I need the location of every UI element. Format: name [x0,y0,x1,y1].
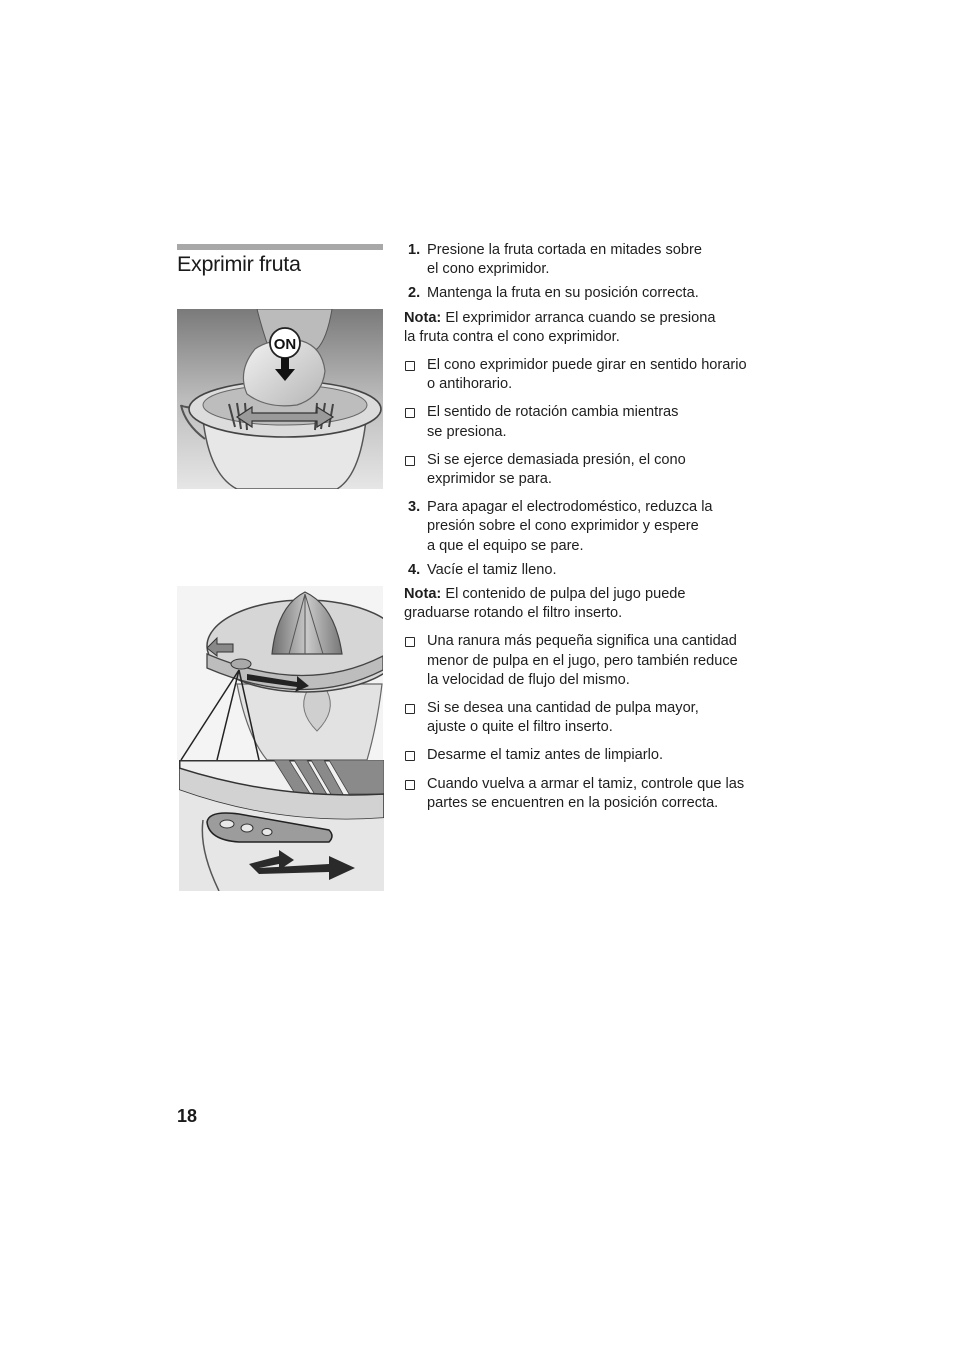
step-text: Presione la fruta cortada en mitades sobre [427,242,703,258]
note-text: El contenido de pulpa del jugo puede [445,586,686,603]
bullet-text: la velocidad de flujo del mismo. [427,671,630,688]
checkbox-bullet-icon [405,780,415,790]
note-1 [404,309,784,347]
checkbox-bullet-icon [405,408,415,418]
bullet-item [404,775,784,813]
step-number: 4. [408,561,421,578]
note-text: graduarse rotando el filtro inserto. [404,605,623,622]
bullet-text: menor de pulpa en el jugo, pero también reduce [427,652,738,669]
instructions-column [404,241,784,822]
note-label: Nota: [404,586,442,603]
bullet-text: Si se desea una cantidad de pulpa mayor, [427,700,699,717]
on-badge-icon [270,328,300,358]
checkbox-bullet-icon [405,361,415,371]
bullet-text: Desarme el tamiz antes de limpiarlo. [427,747,664,764]
bullet-text: Una ranura más pequeña significa una cantidad [427,633,737,650]
bullet-item [404,403,784,441]
checkbox-bullet-icon [405,751,415,761]
step-text: el cono exprimidor. [427,261,550,278]
bullet-text: partes se encuentren en la posición correcta. [427,794,719,811]
bullet-item [404,699,784,737]
bullet-text: Si se ejerce demasiada presión, el cono [427,451,686,468]
step-text: Para apagar el electrodoméstico, reduzca la [427,499,713,516]
bullet-text: El sentido de rotación cambia mientras [427,404,679,421]
note-label: Nota: [404,309,442,326]
step-3 [404,498,784,556]
checkbox-bullet-icon [405,637,415,647]
checkbox-bullet-icon [405,704,415,714]
bullet-item [404,356,784,394]
step-1 [404,241,784,279]
step-number: 2. [408,285,421,302]
step-number: 3. [408,499,421,516]
page-number: 18 [177,1106,198,1126]
step-number: 1. [408,242,421,258]
bullet-text: ajuste o quite el filtro inserto. [427,719,613,736]
bullet-text: o antihorario. [427,376,513,393]
step-2 [404,284,784,303]
bullet-text: exprimidor se para. [427,471,552,488]
figure-filter-rotation [177,586,383,760]
note-2 [404,585,784,623]
checkbox-bullet-icon [405,456,415,466]
bullet-item [404,746,784,765]
section-title: Exprimir fruta [177,252,301,276]
note-text: la fruta contra el cono exprimidor. [404,328,620,345]
bullet-item [404,632,784,690]
step-text: a que el equipo se pare. [427,537,584,554]
figure-press-fruit [177,309,383,489]
bullet-text: se presiona. [427,423,507,440]
figure-filter-detail [179,760,384,891]
bullet-text: Cuando vuelva a armar el tamiz, controle que las [427,775,745,792]
step-4 [404,561,784,580]
note-text: El exprimidor arranca cuando se presiona [445,309,716,326]
section-rule [177,244,383,250]
step-text: Mantenga la fruta en su posición correcta. [427,285,699,302]
step-text: presión sobre el cono exprimidor y espere [427,518,699,535]
bullet-item [404,451,784,489]
svg-text:ON: ON [273,336,297,353]
bullet-text: El cono exprimidor puede girar en sentido horario [427,357,747,374]
step-text: Vacíe el tamiz lleno. [427,561,557,578]
